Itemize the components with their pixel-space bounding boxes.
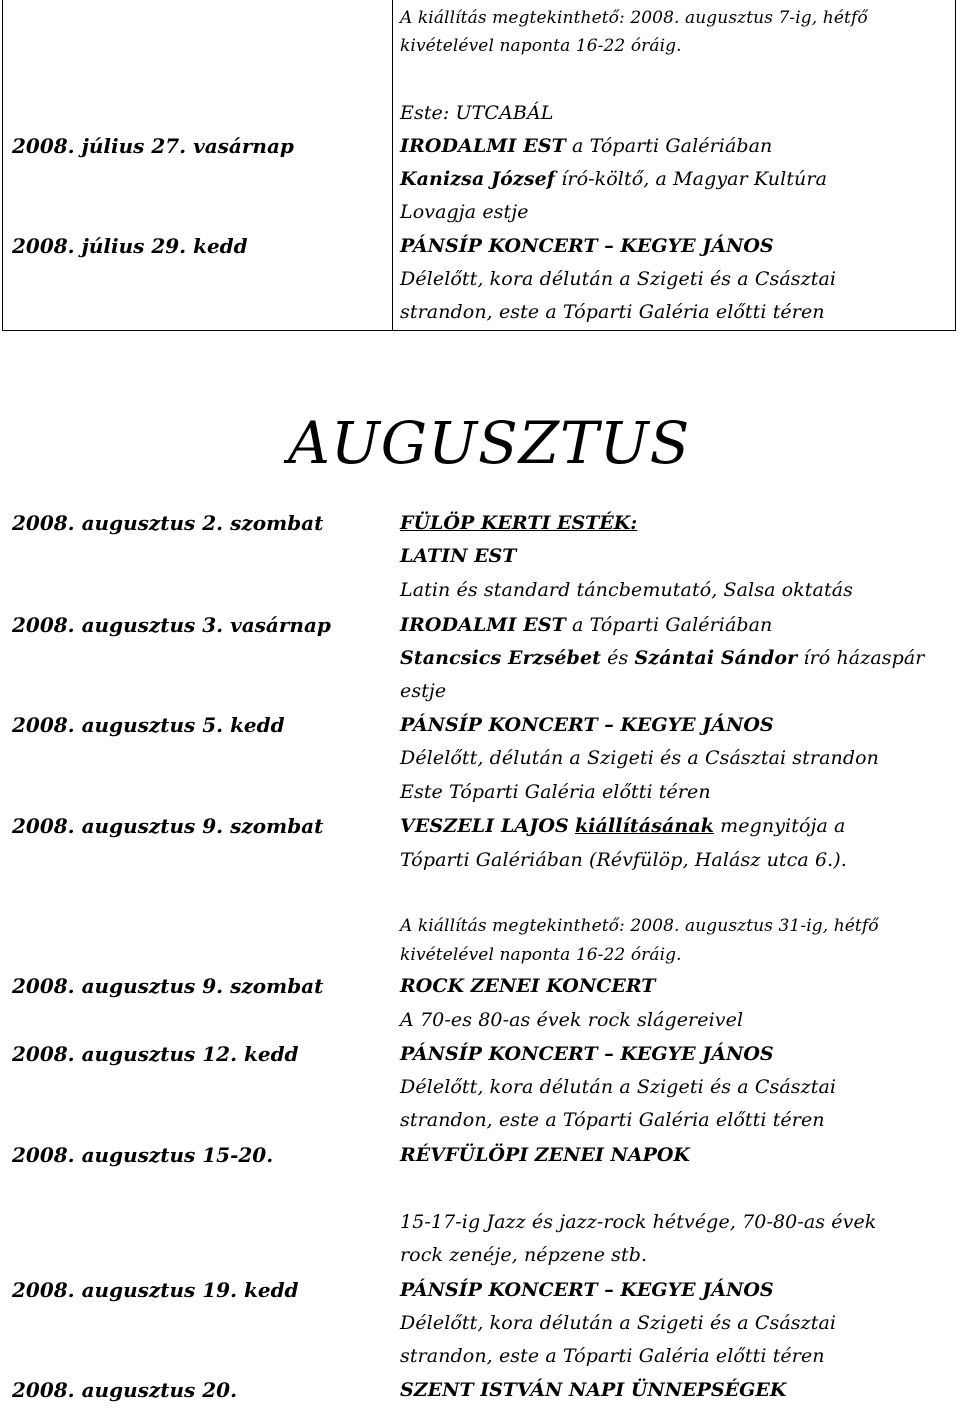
event-description: Tóparti Galériában (Révfülöp, Halász utca 6.). — [400, 849, 847, 871]
event-date: 2008. július 27. vasárnap — [12, 134, 294, 158]
event-date: 2008. augusztus 3. vasárnap — [12, 613, 331, 637]
event-description: Délelőtt, kora délután a Szigeti és a Császtai — [400, 1076, 837, 1098]
event-description-cont: Este Tóparti Galéria előtti téren — [400, 781, 711, 803]
event-description-cont: strandon, este a Tóparti Galéria előtti téren — [400, 1109, 825, 1131]
event-description: Délelőtt, kora délután a Szigeti és a Császtai — [400, 1312, 837, 1334]
event-date: 2008. augusztus 15-20. — [12, 1143, 274, 1167]
event-date: 2008. augusztus 19. kedd — [12, 1278, 299, 1302]
event-title: FÜLÖP KERTI ESTÉK: — [400, 512, 638, 534]
exhibit-note-line2: kivételével naponta 16-22 óráig. — [400, 36, 682, 56]
event-description-cont: strandon, este a Tóparti Galéria előtti téren — [400, 1345, 825, 1367]
event-title-bold: IRODALMI EST — [400, 614, 566, 636]
table-column-divider — [392, 0, 393, 330]
event-date: 2008. augusztus 20. — [12, 1378, 238, 1402]
author-description: író házaspár — [797, 647, 925, 669]
event-title: ROCK ZENEI KONCERT — [400, 975, 656, 997]
month-heading: AUGUSZTUS — [288, 409, 691, 477]
event-description: 15-17-ig Jazz és jazz-rock hétvége, 70-80-as évek — [400, 1211, 877, 1233]
evening-program: Este: UTCABÁL — [400, 102, 554, 124]
event-title — [400, 134, 772, 158]
event-title-bold: IRODALMI EST — [400, 135, 566, 157]
event-title: PÁNSÍP KONCERT – KEGYE JÁNOS — [400, 1279, 774, 1301]
event-title — [400, 613, 772, 637]
connector: és — [601, 647, 635, 669]
event-description — [400, 167, 827, 191]
exhibition-word: kiállításának — [574, 815, 715, 837]
event-title: RÉVFÜLÖPI ZENEI NAPOK — [400, 1144, 690, 1166]
event-title — [400, 814, 846, 838]
event-title-rest: a Tóparti Galériában — [565, 135, 773, 157]
event-description: Latin és standard táncbemutató, Salsa oktatás — [400, 579, 853, 601]
event-date: 2008. augusztus 5. kedd — [12, 713, 285, 737]
event-title: PÁNSÍP KONCERT – KEGYE JÁNOS — [400, 1043, 774, 1065]
event-title-rest: a Tóparti Galériában — [565, 614, 773, 636]
event-description-cont: strandon, este a Tóparti Galéria előtti téren — [400, 301, 825, 323]
author-description: író-költő, a Magyar Kultúra — [555, 168, 828, 190]
event-description-cont: rock zenéje, népzene stb. — [400, 1244, 648, 1266]
exhibit-note-line2: kivételével naponta 16-22 óráig. — [400, 945, 682, 965]
event-title: SZENT ISTVÁN NAPI ÜNNEPSÉGEK — [400, 1379, 787, 1401]
author-name: Kanizsa József — [400, 168, 556, 190]
event-title: PÁNSÍP KONCERT – KEGYE JÁNOS — [400, 235, 774, 257]
event-date: 2008. augusztus 9. szombat — [12, 814, 324, 838]
event-date: 2008. július 29. kedd — [12, 234, 248, 258]
exhibit-note-line1: A kiállítás megtekinthető: 2008. augusztus 7-ig, hétfő — [400, 8, 868, 28]
artist-name: VESZELI LAJOS — [400, 815, 569, 837]
author-name: Stancsics Erzsébet — [400, 647, 602, 669]
event-date: 2008. augusztus 9. szombat — [12, 974, 324, 998]
event-title: PÁNSÍP KONCERT – KEGYE JÁNOS — [400, 714, 774, 736]
event-description: A 70-es 80-as évek rock slágereivel — [400, 1009, 744, 1031]
event-description-cont: Lovagja estje — [400, 201, 529, 223]
event-description — [400, 646, 924, 670]
event-description-cont: estje — [400, 680, 447, 702]
event-description: Délelőtt, kora délután a Szigeti és a Császtai — [400, 268, 837, 290]
author-name: Szántai Sándor — [634, 647, 798, 669]
event-date: 2008. augusztus 12. kedd — [12, 1042, 299, 1066]
event-title-rest: megnyitója a — [714, 815, 846, 837]
event-description: Délelőtt, délután a Szigeti és a Császtai strandon — [400, 747, 879, 769]
event-subtitle: LATIN EST — [400, 545, 517, 567]
exhibit-note-line1: A kiállítás megtekinthető: 2008. augusztus 31-ig, hétfő — [400, 916, 879, 936]
event-date: 2008. augusztus 2. szombat — [12, 511, 324, 535]
